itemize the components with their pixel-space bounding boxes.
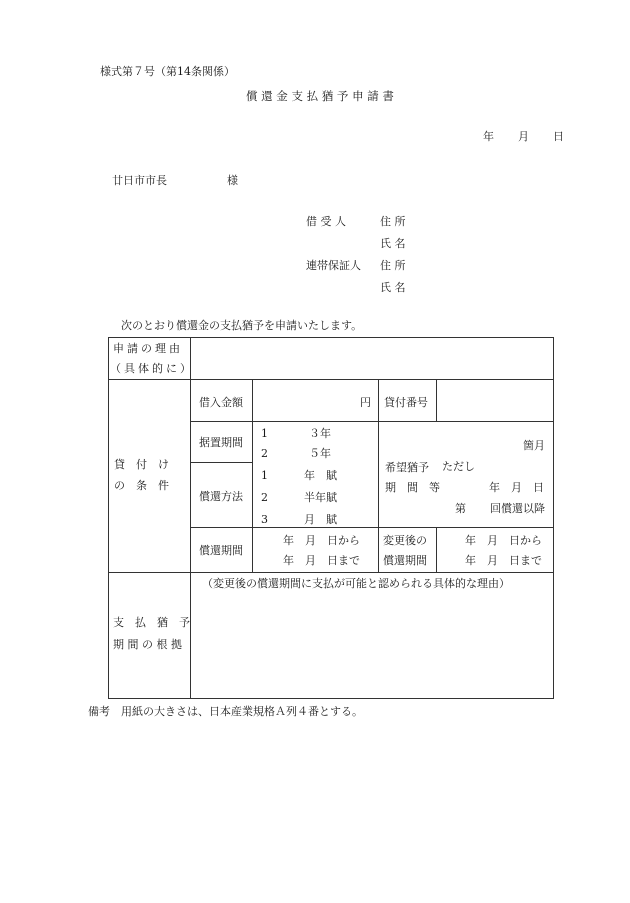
- loan-amount-label: 借入金額: [199, 396, 243, 409]
- deferment-option-1-number: 1: [261, 427, 268, 440]
- date-month-label: 月: [518, 130, 529, 143]
- guarantor-label: 連帯保証人: [306, 259, 361, 272]
- deferment-option-2-number: 2: [261, 447, 268, 460]
- footer-note: 備考 用紙の大きさは、日本産業規格Ａ列４番とする。: [88, 705, 363, 718]
- installment-suffix: 回償還以降: [490, 502, 545, 515]
- col-divider: [252, 379, 253, 572]
- basis-label-line2: 期 間 の 根 拠: [113, 638, 182, 651]
- method-option-2-value[interactable]: 半年賦: [304, 491, 337, 504]
- changed-period-to: 年 月 日まで: [465, 554, 542, 567]
- repayment-period-from: 年 月 日から: [283, 534, 360, 547]
- basis-label-line1: 支 払 猶 予: [113, 616, 190, 629]
- yen-label: 円: [360, 396, 371, 409]
- row-divider: [108, 572, 554, 573]
- loan-conditions-label-line1: 貸 付 け: [114, 458, 169, 471]
- col-divider: [378, 379, 379, 572]
- repayment-period-label: 償還期間: [199, 544, 243, 557]
- reason-field[interactable]: [196, 345, 546, 373]
- changed-period-from: 年 月 日から: [465, 534, 542, 547]
- desired-deferment-label-line1: 希望猶予: [385, 461, 429, 474]
- basis-note: （変更後の償還期間に支払が可能と認められる具体的な理由）: [202, 577, 510, 590]
- method-option-1-number: 1: [261, 469, 268, 482]
- page-title: 償 還 金 支 払 猶 予 申 請 書: [246, 89, 394, 103]
- row-divider: [190, 421, 554, 422]
- repayment-period-to: 年 月 日まで: [283, 554, 360, 567]
- col-divider: [190, 337, 191, 699]
- row-divider: [190, 462, 253, 463]
- guarantor-name-label: 氏 名: [380, 281, 406, 294]
- loan-conditions-label-line2: の 条 件: [114, 479, 169, 492]
- deferment-period-label: 据置期間: [199, 436, 243, 449]
- desired-deferment-label-line2: 期 間 等: [385, 481, 440, 494]
- changed-period-label-line2: 償還期間: [383, 554, 427, 567]
- guarantor-address-label: 住 所: [380, 259, 406, 272]
- loan-number-label: 貸付番号: [384, 396, 428, 409]
- basis-field[interactable]: [196, 596, 546, 692]
- proviso-label: ただし: [442, 460, 475, 473]
- repayment-method-label: 償還方法: [199, 490, 243, 503]
- changed-period-label-line1: 変更後の: [383, 534, 427, 547]
- reason-label-line2: （具体的に）: [110, 362, 194, 375]
- method-option-3-value[interactable]: 月 賦: [304, 513, 337, 526]
- borrower-label: 借 受 人: [306, 215, 346, 228]
- loan-amount-field[interactable]: [258, 388, 354, 414]
- months-label: 箇月: [523, 439, 545, 452]
- method-option-1-value[interactable]: 年 賦: [304, 469, 337, 482]
- col-divider: [436, 527, 437, 572]
- method-option-3-number: 3: [261, 513, 268, 526]
- loan-number-field[interactable]: [442, 388, 548, 414]
- intro-text: 次のとおり償還金の支払猶予を申請いたします。: [121, 319, 363, 332]
- borrower-name-label: 氏 名: [380, 237, 406, 250]
- deferment-option-2-value[interactable]: ５年: [309, 447, 331, 460]
- col-divider: [436, 379, 437, 421]
- row-divider: [190, 527, 554, 528]
- borrower-address-label: 住 所: [380, 215, 406, 228]
- installment-prefix: 第: [455, 502, 466, 515]
- start-date-label: 年 月 日: [489, 481, 544, 494]
- addressee-office: 廿日市市長: [112, 174, 167, 187]
- form-number: 様式第７号（第14条関係）: [100, 65, 235, 78]
- deferment-option-1-value[interactable]: ３年: [309, 427, 331, 440]
- date-year-label: 年: [483, 130, 494, 143]
- date-day-label: 日: [553, 130, 564, 143]
- addressee-honorific: 様: [227, 174, 238, 187]
- method-option-2-number: 2: [261, 491, 268, 504]
- row-divider: [108, 379, 554, 380]
- reason-label-line1: 申請の理由: [113, 342, 183, 355]
